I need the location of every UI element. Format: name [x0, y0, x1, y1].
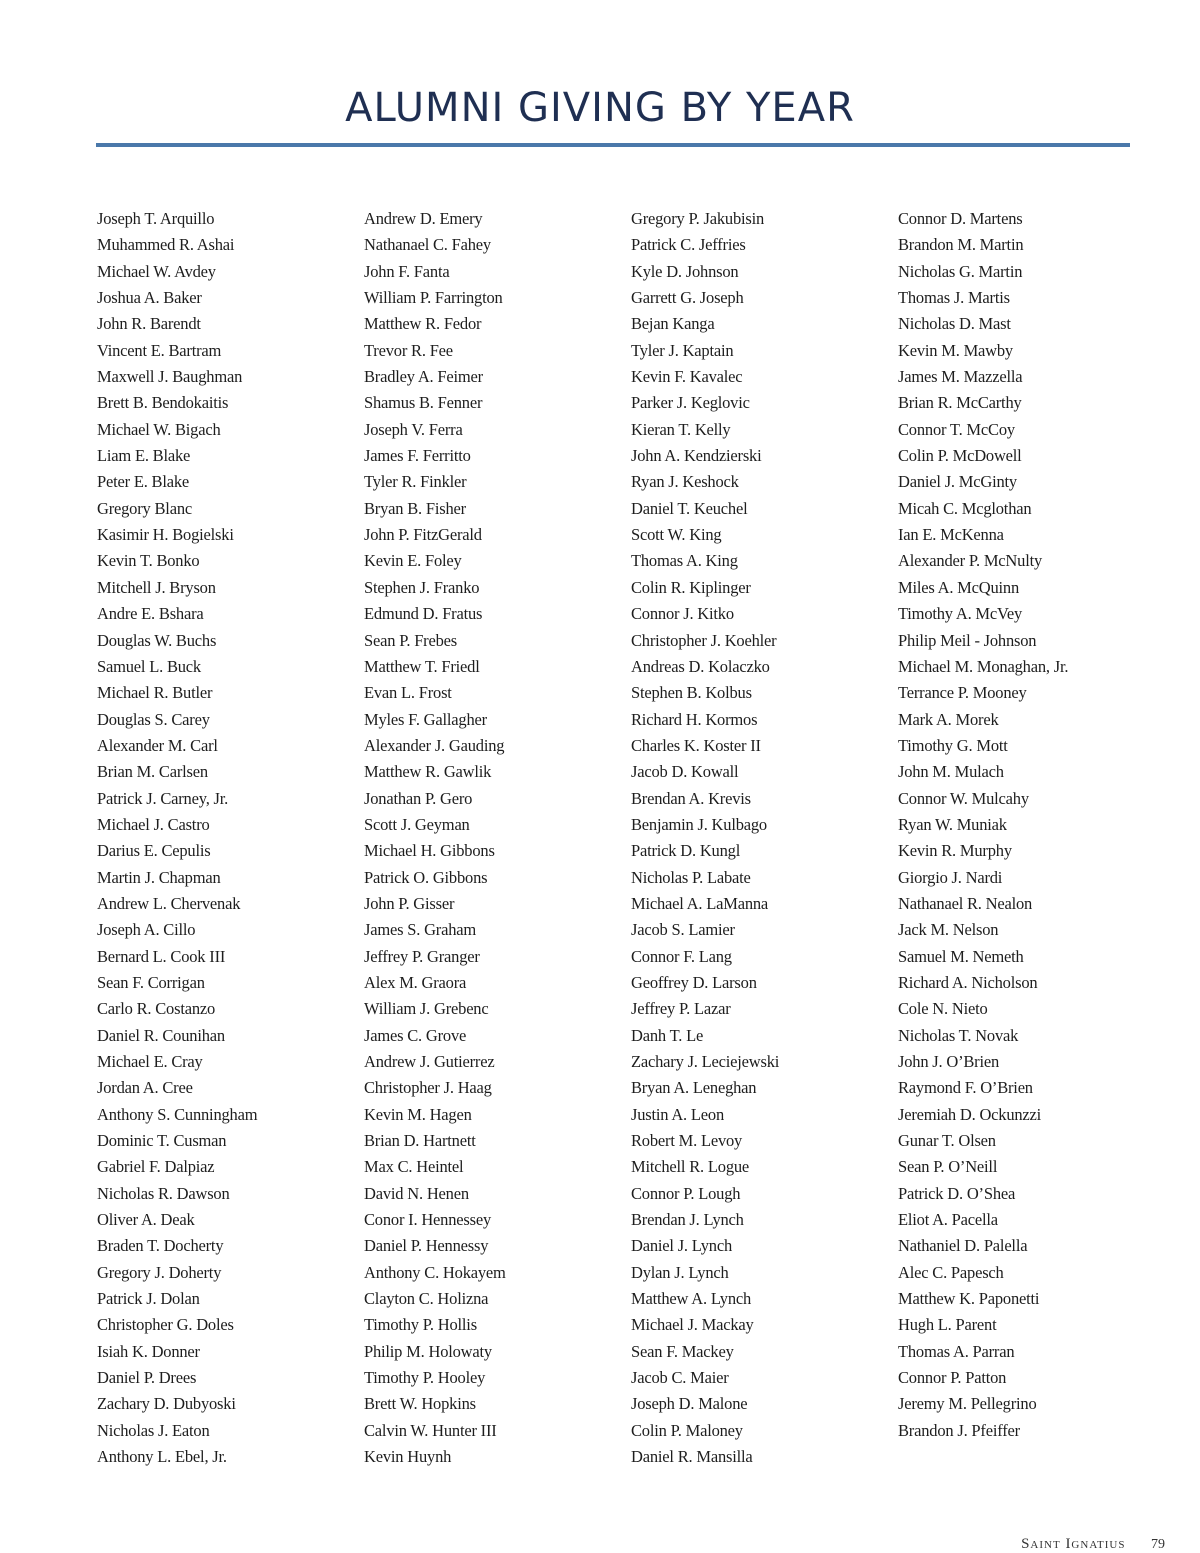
donor-name: Mitchell J. Bryson [97, 577, 216, 597]
donor-name: Anthony L. Ebel, Jr. [97, 1447, 227, 1467]
donor-name: Andrew D. Emery [364, 209, 483, 228]
donor-name: Daniel J. McGinty [898, 472, 1017, 492]
donor-name: Ryan J. Keshock [631, 472, 739, 492]
donor-name: Mark A. Morek [898, 709, 999, 729]
donor-name: William J. Grebenc [364, 999, 489, 1019]
donor-name: Jonathan P. Gero [364, 788, 473, 808]
donor-name: Jeffrey P. Lazar [631, 999, 731, 1019]
donor-name: Bradley A. Feimer [364, 367, 483, 387]
donor-name: Robert M. Levoy [631, 1131, 743, 1151]
donor-name: Brendan A. Krevis [631, 788, 751, 808]
donor-name: Jacob S. Lamier [631, 920, 735, 940]
donor-name: Jacob C. Maier [631, 1368, 729, 1388]
donor-name: Alexander M. Carl [97, 735, 218, 755]
donor-name: Jeffrey P. Granger [364, 946, 480, 966]
donor-name: Nicholas P. Labate [631, 867, 751, 887]
donor-name: Patrick O. Gibbons [364, 867, 488, 887]
donor-name: David N. Henen [364, 1183, 469, 1203]
donor-name: Alec C. Papesch [898, 1262, 1004, 1282]
donor-name: James M. Mazzella [898, 367, 1023, 387]
donor-name: Joseph D. Malone [631, 1394, 748, 1414]
donor-name: Jordan A. Cree [97, 1078, 193, 1098]
donor-name: Kevin M. Hagen [364, 1104, 472, 1124]
donor-name: Gregory Blanc [97, 498, 192, 518]
donor-name: Ryan W. Muniak [898, 814, 1007, 834]
donor-name: Michael W. Avdey [97, 261, 216, 281]
donor-name: Daniel J. Lynch [631, 1236, 733, 1256]
donor-name: Kevin T. Bonko [97, 551, 200, 571]
donor-name: Kevin Huynh [364, 1447, 452, 1467]
donor-name: Patrick C. Jeffries [631, 235, 746, 255]
donor-name: Maxwell J. Baughman [97, 367, 243, 387]
donor-name: Anthony C. Hokayem [364, 1262, 506, 1282]
donor-name: Dylan J. Lynch [631, 1262, 729, 1282]
donor-name: Brian M. Carlsen [97, 762, 208, 782]
donor-name: Alex M. Graora [364, 972, 467, 992]
donor-name: Garrett G. Joseph [631, 288, 744, 308]
donor-name: Samuel M. Nemeth [898, 946, 1024, 966]
donor-name: Calvin W. Hunter III [364, 1420, 497, 1440]
donor-name: Michael M. Monaghan, Jr. [898, 656, 1069, 676]
donor-name: John F. Fanta [364, 261, 450, 281]
donor-name: Liam E. Blake [97, 446, 191, 466]
donor-name: Kevin E. Foley [364, 551, 462, 571]
donor-name: Nicholas T. Novak [898, 1025, 1019, 1045]
donor-name: Brian R. McCarthy [898, 393, 1022, 413]
page-footer [1021, 1536, 1165, 1553]
donor-name: Nathanael C. Fahey [364, 235, 491, 255]
donor-name: Douglas S. Carey [97, 709, 210, 729]
donor-name: Andrew L. Chervenak [97, 893, 241, 913]
donor-name: Richard A. Nicholson [898, 972, 1038, 992]
donor-name: Bryan A. Leneghan [631, 1078, 757, 1098]
donor-name: Colin P. McDowell [898, 446, 1022, 466]
donor-name: Patrick J. Dolan [97, 1289, 200, 1309]
donor-name: Daniel P. Hennessy [364, 1236, 489, 1256]
donor-name: Edmund D. Fratus [364, 604, 483, 624]
donor-name: Muhammed R. Ashai [97, 235, 235, 255]
donor-name: Connor P. Patton [898, 1368, 1007, 1388]
donor-name: Timothy P. Hooley [364, 1368, 486, 1388]
name-column-4 [898, 206, 1158, 1444]
donor-name: Daniel P. Drees [97, 1368, 197, 1388]
donor-name: Nicholas G. Martin [898, 261, 1023, 281]
donor-name: Danh T. Le [631, 1025, 704, 1045]
donor-name: Christopher G. Doles [97, 1315, 234, 1335]
donor-name: Bryan B. Fisher [364, 498, 466, 518]
donor-name: Colin P. Maloney [631, 1420, 743, 1440]
donor-name: Kevin M. Mawby [898, 340, 1013, 360]
donor-name: Richard H. Kormos [631, 709, 758, 729]
donor-name: Oliver A. Deak [97, 1210, 195, 1230]
donor-name: Terrance P. Mooney [898, 683, 1027, 703]
page-number: 79 [1151, 1537, 1165, 1552]
donor-name: Martin J. Chapman [97, 867, 221, 887]
donor-name: Nicholas D. Mast [898, 314, 1011, 334]
donor-name: Alexander P. McNulty [898, 551, 1043, 571]
donor-name: Clayton C. Holizna [364, 1289, 489, 1309]
donor-name: Patrick D. Kungl [631, 841, 741, 861]
donor-name: Patrick J. Carney, Jr. [97, 788, 229, 808]
donor-name: Connor J. Kitko [631, 604, 734, 624]
donor-name: Matthew T. Friedl [364, 656, 480, 676]
donor-name: Samuel L. Buck [97, 656, 201, 676]
donor-name: Matthew R. Gawlik [364, 762, 492, 782]
donor-name: Kevin F. Kavalec [631, 367, 743, 387]
donor-name: Braden T. Docherty [97, 1236, 224, 1256]
footer-organization: Saint Ignatius [1021, 1536, 1126, 1552]
donor-name: Thomas A. Parran [898, 1341, 1015, 1361]
donor-name: Evan L. Frost [364, 683, 452, 703]
donor-name: Jacob D. Kowall [631, 762, 739, 782]
donor-name: Joshua A. Baker [97, 288, 202, 308]
donor-name: Joseph A. Cillo [97, 920, 196, 940]
donor-name: Micah C. Mcglothan [898, 498, 1032, 518]
donor-name: Philip Meil - Johnson [898, 630, 1037, 650]
donor-name: Scott W. King [631, 525, 722, 545]
donor-name: Patrick D. O’Shea [898, 1183, 1016, 1203]
donor-name: Bernard L. Cook III [97, 946, 226, 966]
donor-name: Stephen B. Kolbus [631, 683, 752, 703]
donor-name: Kyle D. Johnson [631, 261, 739, 281]
donor-name: Douglas W. Buchs [97, 630, 217, 650]
donor-name: Matthew R. Fedor [364, 314, 482, 334]
donor-name: Daniel T. Keuchel [631, 498, 748, 518]
donor-name: Michael E. Cray [97, 1052, 203, 1071]
donor-name: John P. FitzGerald [364, 525, 482, 545]
donor-name: Christopher J. Haag [364, 1078, 492, 1098]
donor-name: Max C. Heintel [364, 1157, 464, 1177]
donor-name: Jeremiah D. Ockunzzi [898, 1104, 1042, 1124]
donor-name: Sean F. Corrigan [97, 972, 205, 992]
donor-name: Connor D. Martens [898, 209, 1023, 228]
donor-name: Nathaniel D. Palella [898, 1236, 1028, 1256]
donor-name: Anthony S. Cunningham [97, 1104, 258, 1124]
donor-name: Matthew K. Paponetti [898, 1289, 1040, 1309]
donor-name: Nathanael R. Nealon [898, 893, 1033, 913]
donor-name: Brett B. Bendokaitis [97, 393, 229, 413]
donor-name: Daniel R. Counihan [97, 1025, 225, 1045]
donor-name: Benjamin J. Kulbago [631, 814, 767, 834]
donor-name: Scott J. Geyman [364, 814, 470, 834]
donor-name: Brendan J. Lynch [631, 1210, 744, 1230]
donor-name: Jeremy M. Pellegrino [898, 1394, 1037, 1414]
donor-name: Brett W. Hopkins [364, 1394, 476, 1414]
donor-name: Kasimir H. Bogielski [97, 525, 234, 545]
donor-name: Nicholas R. Dawson [97, 1183, 230, 1203]
donor-name: Gregory P. Jakubisin [631, 209, 765, 228]
donor-name: Timothy A. McVey [898, 604, 1023, 624]
donor-name: Myles F. Gallagher [364, 709, 487, 729]
donor-name: Daniel R. Mansilla [631, 1447, 753, 1467]
donor-name: Brandon M. Martin [898, 235, 1024, 255]
donor-name: Michael H. Gibbons [364, 841, 495, 861]
donor-name: Conor I. Hennessey [364, 1210, 491, 1230]
donor-name: Michael J. Castro [97, 814, 210, 834]
donor-name: Isiah K. Donner [97, 1341, 200, 1361]
donor-name: Ian E. McKenna [898, 525, 1004, 545]
donor-name: Parker J. Keglovic [631, 393, 750, 413]
page-title: ALUMNI GIVING BY YEAR [345, 85, 855, 131]
donor-name: Bejan Kanga [631, 314, 715, 334]
donor-name: Geoffrey D. Larson [631, 972, 757, 992]
donor-name: Philip M. Holowaty [364, 1341, 492, 1361]
donor-name: Dominic T. Cusman [97, 1131, 227, 1151]
donor-name: Andrew J. Gutierrez [364, 1052, 495, 1071]
donor-name: Cole N. Nieto [898, 999, 988, 1019]
donor-name: Andre E. Bshara [97, 604, 204, 624]
donor-name: Carlo R. Costanzo [97, 999, 216, 1019]
donor-name: Stephen J. Franko [364, 577, 480, 597]
donor-name: John A. Kendzierski [631, 446, 762, 466]
donor-name: Sean F. Mackey [631, 1341, 734, 1361]
donor-name: James C. Grove [364, 1025, 467, 1045]
name-column-2 [364, 206, 624, 1471]
donor-name: Connor F. Lang [631, 946, 732, 966]
donor-name: Michael A. LaManna [631, 893, 769, 913]
name-column-1 [97, 206, 357, 1471]
title-underline [96, 143, 1130, 147]
donor-name: Tyler R. Finkler [364, 472, 467, 492]
donor-name: Gregory J. Doherty [97, 1262, 222, 1282]
donor-name: Justin A. Leon [631, 1104, 724, 1124]
donor-name: Matthew A. Lynch [631, 1289, 752, 1309]
donor-name: John R. Barendt [97, 314, 201, 334]
donor-name: Shamus B. Fenner [364, 393, 483, 413]
donor-name: Michael W. Bigach [97, 419, 221, 439]
donor-name: Zachary D. Dubyoski [97, 1394, 236, 1414]
donor-name: Charles K. Koster II [631, 735, 761, 755]
donor-name: John J. O’Brien [898, 1052, 1000, 1071]
donor-name: Tyler J. Kaptain [631, 340, 734, 360]
donor-name: Jack M. Nelson [898, 920, 999, 940]
donor-name: John P. Gisser [364, 893, 455, 913]
donor-name: John M. Mulach [898, 762, 1004, 782]
donor-name: James F. Ferritto [364, 446, 471, 466]
donor-name: Alexander J. Gauding [364, 735, 505, 755]
donor-name: Sean P. Frebes [364, 630, 457, 650]
donor-name: Peter E. Blake [97, 472, 190, 492]
donor-name: Miles A. McQuinn [898, 577, 1020, 597]
donor-name: Vincent E. Bartram [97, 340, 222, 360]
donor-name: Sean P. O’Neill [898, 1157, 998, 1177]
donor-name: Kieran T. Kelly [631, 419, 731, 439]
donor-name: Darius E. Cepulis [97, 841, 211, 861]
donor-name: Trevor R. Fee [364, 340, 453, 360]
donor-name: Thomas J. Martis [898, 288, 1010, 308]
donor-name: Gunar T. Olsen [898, 1131, 996, 1151]
donor-name: Kevin R. Murphy [898, 841, 1012, 861]
donor-name: Raymond F. O’Brien [898, 1078, 1033, 1098]
donor-name: Timothy G. Mott [898, 735, 1008, 755]
donor-name: Nicholas J. Eaton [97, 1420, 210, 1440]
donor-name: Giorgio J. Nardi [898, 867, 1003, 887]
donor-name: Christopher J. Koehler [631, 630, 777, 650]
donor-name: Timothy P. Hollis [364, 1315, 477, 1335]
donor-name: Colin R. Kiplinger [631, 577, 751, 597]
donor-name: Gabriel F. Dalpiaz [97, 1157, 215, 1177]
donor-name: Connor T. McCoy [898, 419, 1015, 439]
donor-name: Joseph T. Arquillo [97, 209, 215, 228]
donor-name: Zachary J. Leciejewski [631, 1052, 780, 1071]
donor-name: Andreas D. Kolaczko [631, 656, 770, 676]
donor-name: Brian D. Hartnett [364, 1131, 476, 1151]
donor-name: Eliot A. Pacella [898, 1210, 998, 1230]
donor-name: Brandon J. Pfeiffer [898, 1420, 1020, 1440]
donor-name: Michael R. Butler [97, 683, 213, 703]
donor-name: James S. Graham [364, 920, 477, 940]
donor-name: Connor W. Mulcahy [898, 788, 1029, 808]
donor-name: Mitchell R. Logue [631, 1157, 750, 1177]
donor-name: Connor P. Lough [631, 1183, 741, 1203]
name-column-3 [631, 206, 891, 1471]
donor-name: Michael J. Mackay [631, 1315, 754, 1335]
donor-name: Hugh L. Parent [898, 1315, 997, 1335]
donor-name: Joseph V. Ferra [364, 419, 463, 439]
donor-name: William P. Farrington [364, 288, 503, 308]
donor-name: Thomas A. King [631, 551, 738, 571]
